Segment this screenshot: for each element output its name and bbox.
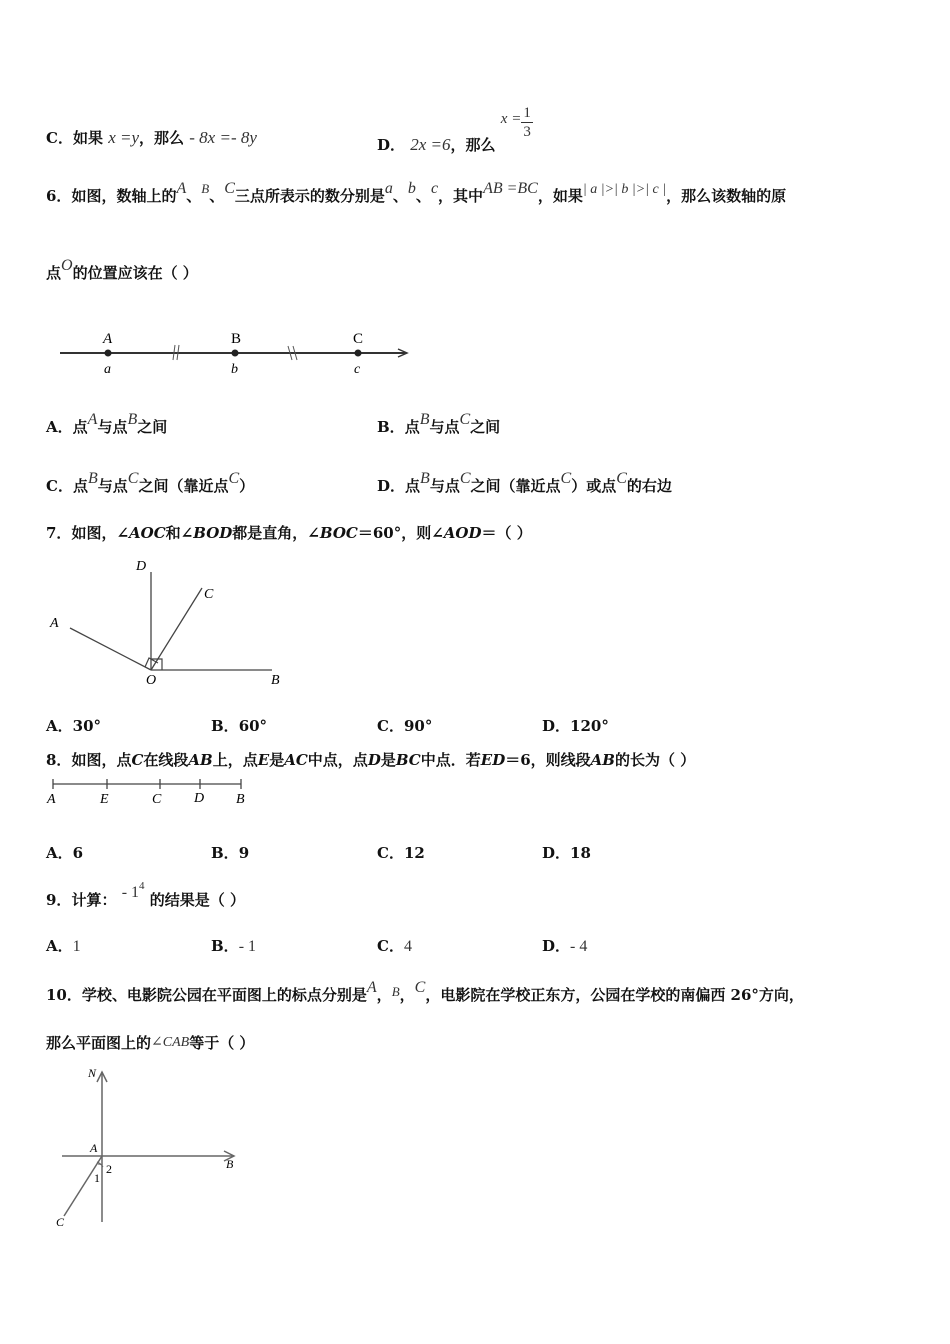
q5-option-d-letter: D．	[377, 135, 406, 154]
q8-option-b[interactable]: B．9	[211, 844, 250, 862]
q8-segment-figure	[44, 776, 256, 810]
q10-direction-figure	[50, 1064, 250, 1234]
label-A: A	[47, 792, 56, 807]
point-a	[105, 350, 112, 357]
label-C: C	[152, 792, 162, 807]
q5-option-d[interactable]: D． 2x =6，那么 x = $\frac{1}{3}$	[377, 105, 531, 154]
ray-oc	[151, 588, 202, 670]
label-1: 1	[94, 1171, 100, 1185]
q5-option-c[interactable]: C．如果 x =y，那么 - 8x =- 8y	[46, 128, 257, 147]
q6-option-d[interactable]: D．点B与点C之间（靠近点C）或点C的右边	[377, 470, 672, 495]
q8-option-a[interactable]: A．6	[46, 844, 84, 862]
q7-option-c[interactable]: C．90°	[377, 717, 433, 735]
label-A: A	[103, 331, 113, 347]
label-B: B	[236, 792, 245, 807]
label-B: B	[231, 331, 242, 347]
label-A: A	[50, 616, 59, 631]
label-N: N	[88, 1066, 97, 1080]
label-D: D	[194, 791, 205, 806]
q6-option-c[interactable]: C．点B与点C之间（靠近点C）	[46, 470, 255, 495]
q6-option-a[interactable]: A．点A与点B之间	[46, 411, 168, 436]
label-b: b	[231, 362, 238, 377]
q10-number: 10．	[46, 986, 82, 1004]
q6-stem-line1: 6．如图，数轴上的A、B、C三点所表示的数分别是a、b、c，其中AB =BC，如果| a |>| b |>| c |，那么该数轴的原	[46, 180, 787, 205]
label-C: C	[353, 331, 364, 347]
ray-oa	[70, 628, 151, 670]
q9-option-b[interactable]: B．- 1	[211, 937, 257, 955]
label-E: E	[100, 792, 109, 807]
q5-option-c-letter: C．	[46, 129, 73, 147]
q9-option-d[interactable]: D．- 4	[542, 937, 588, 955]
point-c	[355, 350, 362, 357]
label-B: B	[271, 673, 280, 688]
q8-stem: 8．如图，点C在线段AB上，点E是AC中点，点D是BC中点．若ED＝6，则线段AB的长为（ ）	[46, 751, 696, 769]
q9-option-a[interactable]: A．1	[46, 937, 81, 955]
q7-number: 7．	[46, 524, 72, 542]
q8-number: 8．	[46, 751, 72, 769]
label-C: C	[204, 587, 214, 602]
q6-number-line-figure	[58, 325, 414, 380]
q5-c-eq1: x =y	[108, 128, 140, 147]
label-C: C	[56, 1215, 65, 1229]
q8-option-d[interactable]: D．18	[542, 844, 591, 862]
label-c: c	[354, 362, 361, 377]
q8-option-c[interactable]: C．12	[377, 844, 425, 862]
q6-option-b[interactable]: B．点B与点C之间	[377, 411, 501, 436]
label-O: O	[146, 673, 157, 688]
q6-stem-line2: 点O的位置应该在（ ）	[46, 257, 198, 282]
label-a: a	[104, 362, 111, 377]
q9-option-c[interactable]: C．4	[377, 937, 412, 955]
q7-option-b[interactable]: B．60°	[211, 717, 268, 735]
label-A: A	[90, 1141, 98, 1155]
q7-angle-figure	[44, 552, 294, 692]
q7-option-a[interactable]: A．30°	[46, 717, 102, 735]
q9-stem: 9．计算： - $1^4$ 的结果是（ ）	[46, 880, 245, 909]
label-B: B	[226, 1157, 234, 1171]
point-b	[232, 350, 239, 357]
q7-stem: 7．如图，∠AOC和∠BOD都是直角，∠BOC＝60°，则∠AOD＝（ ）	[46, 524, 532, 542]
q5-d-fraction: $\frac{1}{3}$	[523, 105, 531, 140]
ray-ac	[64, 1156, 102, 1216]
q5-d-eq2-lhs: x =	[500, 110, 522, 127]
q10-stem-line2: 那么平面图上的∠CAB等于（ ）	[46, 1034, 255, 1052]
q5-d-eq1: 2x =6	[410, 134, 451, 154]
q5-c-eq2: - 8x =- 8y	[189, 128, 257, 147]
q9-number: 9．	[46, 891, 72, 909]
q6-number: 6．	[46, 187, 72, 205]
q7-option-d[interactable]: D．120°	[542, 717, 609, 735]
label-D: D	[136, 559, 147, 574]
label-2: 2	[106, 1162, 112, 1176]
q10-stem-line1: 10．学校、电影院公园在平面图上的标点分别是A，B，C，电影院在学校正东方，公园在学校的南偏西 26°方向，	[46, 979, 804, 1004]
